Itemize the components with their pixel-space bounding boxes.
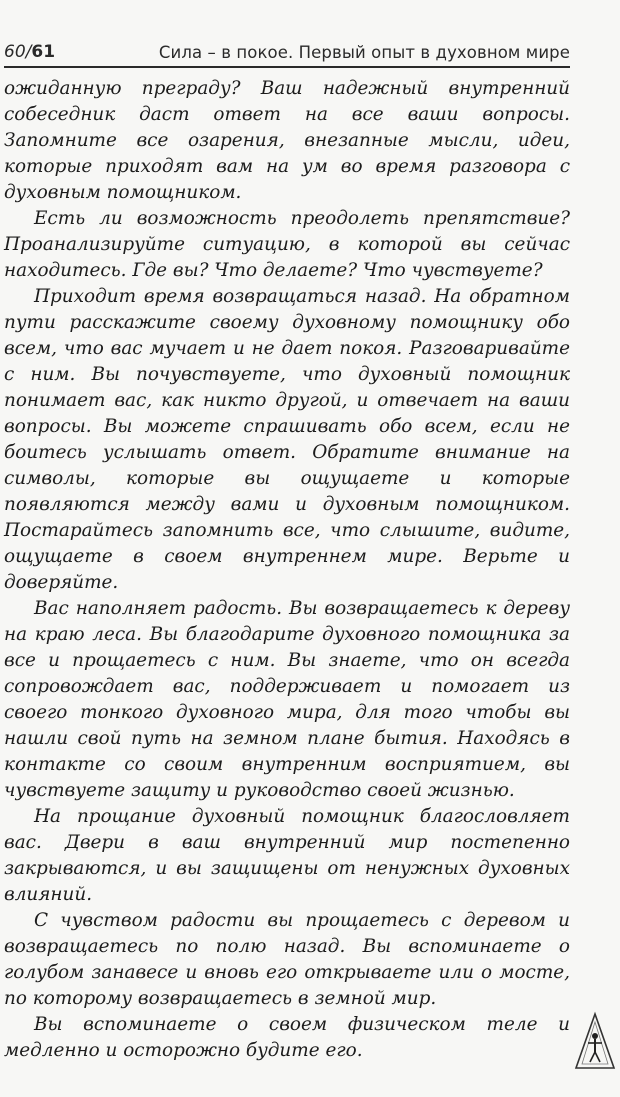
chapter-title: Сила – в покое. Первый опыт в духовном мире (158, 43, 570, 62)
pyramid-figure-icon (574, 1010, 616, 1072)
page-number (4, 42, 55, 62)
paragraph: Вы вспоминаете о своем физическом теле и медленно и осторожно будите его. (4, 1014, 570, 1061)
paragraph: ожиданную преграду? Ваш надежный внутренний собеседник даст ответ на все ваши вопросы. Запомните все озарения, внезапные мысли, идеи, которые приходят вам на ум во время разговора с духовным помощником. (4, 78, 570, 203)
paragraph: На прощание духовный помощник благословляет вас. Двери в ваш внутренний мир постепенно закрываются, и вы защищены от ненужных духовных влияний. (4, 806, 570, 905)
body-text (4, 76, 570, 1064)
running-head (4, 40, 570, 62)
paragraph: С чувством радости вы прощаетесь с деревом и возвращаетесь по полю назад. Вы вспоминаете о голубом занавесе и вновь его открываете или о мосте, по которому возвращаетесь в земной мир. (4, 910, 570, 1009)
paragraph: Приходит время возвращаться назад. На обратном пути расскажите своему духовному помощнику обо всем, что вас мучает и не дает покоя. Разговаривайте с ним. Вы почувствуете, что духовный помощник понимает вас, как никто другой, и отвечает на ваши вопросы. Вы можете спрашивать обо всем, если не боитесь услышать ответ. Обратите внимание на символы, которые вы ощущаете и которые появляются между вами и духовным помощником. Постарайтесь запомнить все, что слышите, видите, ощущаете в своем внутреннем мире. Верьте и доверяйте. (4, 286, 570, 593)
paragraph: Есть ли возможность преодолеть препятствие? Проанализируйте ситуацию, в которой вы сейчас находитесь. Где вы? Что делаете? Что чувствуете? (4, 208, 570, 281)
previous-page-number: 60/ (4, 42, 32, 62)
current-page-number: 61 (31, 42, 56, 62)
header-rule (4, 66, 570, 68)
paragraph: Вас наполняет радость. Вы возвращаетесь к дереву на краю леса. Вы благодарите духовного помощника за все и прощаетесь с ним. Вы знаете, что он всегда сопровождает вас, поддерживает и помогает из своего тонкого духовного мира, для того чтобы вы нашли свой путь на земном плане бытия. Находясь в контакте со своим внутренним восприятием, вы чувствуете защиту и руководство своей жизнью. (4, 598, 570, 801)
